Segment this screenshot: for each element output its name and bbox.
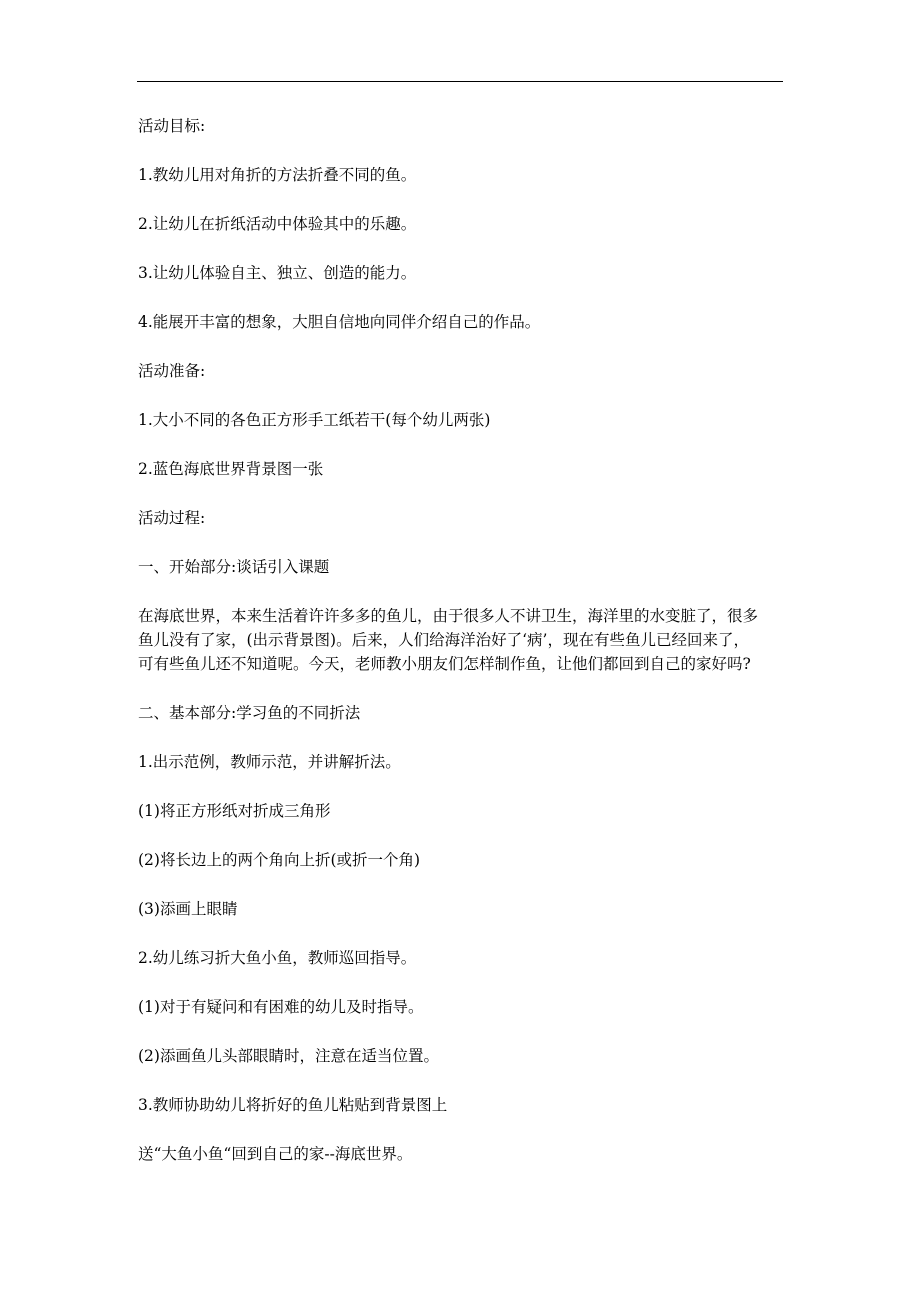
step-1-sub-2: (2)将长边上的两个角向上折(或折一个角) [138, 851, 421, 869]
step-1-sub-1: (1)将正方形纸对折成三角形 [138, 802, 331, 820]
process-part-2-heading: 二、基本部分:学习鱼的不同折法 [138, 704, 361, 722]
goal-item-4: 4.能展开丰富的想象，大胆自信地向同伴介绍自己的作品。 [138, 313, 541, 331]
story-line-1: 在海底世界，本来生活着许许多多的鱼儿，由于很多人不讲卫生，海洋里的水变脏了，很多 [138, 607, 759, 625]
story-line-3: 可有些鱼儿还不知道呢。今天，老师教小朋友们怎样制作鱼，让他们都回到自己的家好吗? [138, 655, 751, 673]
goal-item-1: 1.教幼儿用对角折的方法折叠不同的鱼。 [138, 166, 417, 184]
header-rule [137, 81, 783, 82]
goal-item-2: 2.让幼儿在折纸活动中体验其中的乐趣。 [138, 215, 417, 233]
section-heading-process: 活动过程: [138, 509, 206, 527]
goal-item-3: 3.让幼儿体验自主、独立、创造的能力。 [138, 264, 417, 282]
process-part-1-heading: 一、开始部分:谈话引入课题 [138, 558, 330, 576]
section-heading-goals: 活动目标: [138, 117, 206, 135]
step-2: 2.幼儿练习折大鱼小鱼，教师巡回指导。 [138, 949, 417, 967]
step-3: 3.教师协助幼儿将折好的鱼儿粘贴到背景图上 [138, 1096, 448, 1114]
closing-line: 送“大鱼小鱼“回到自己的家--海底世界。 [138, 1145, 413, 1163]
step-2-sub-2: (2)添画鱼儿头部眼睛时，注意在适当位置。 [138, 1047, 439, 1065]
step-1: 1.出示范例，教师示范，并讲解折法。 [138, 753, 401, 771]
preparation-item-1: 1.大小不同的各色正方形手工纸若干(每个幼儿两张) [138, 411, 491, 429]
preparation-item-2: 2.蓝色海底世界背景图一张 [138, 460, 324, 478]
document-body [138, 114, 788, 1166]
story-paragraph [138, 604, 788, 676]
step-1-sub-3: (3)添画上眼睛 [138, 900, 238, 918]
step-2-sub-1: (1)对于有疑问和有困难的幼儿及时指导。 [138, 998, 424, 1016]
story-line-2: 鱼儿没有了家，(出示背景图)。后来，人们给海洋治好了‘病’，现在有些鱼儿已经回来了， [138, 631, 749, 649]
section-heading-preparation: 活动准备: [138, 362, 206, 380]
